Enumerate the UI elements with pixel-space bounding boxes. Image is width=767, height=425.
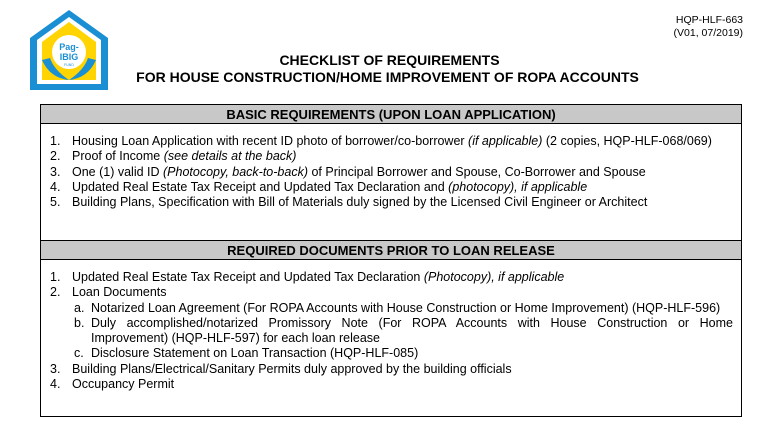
list-item (41, 362, 741, 377)
item-text: Proof of Income (72, 149, 164, 164)
section-heading-basic: BASIC REQUIREMENTS (UPON LOAN APPLICATION) (41, 105, 741, 124)
page-title-line2: FOR HOUSE CONSTRUCTION/HOME IMPROVEMENT OF ROPA ACCOUNTS (136, 69, 639, 85)
item-text: Updated Real Estate Tax Receipt and Updated Tax Declaration and (72, 179, 449, 194)
section-heading-release: REQUIRED DOCUMENTS PRIOR TO LOAN RELEASE (41, 240, 741, 260)
form-code: HQP-HLF-663 (675, 14, 743, 26)
item-number: 2. (50, 285, 61, 300)
list-item (41, 134, 741, 149)
subitem-letter: c. (74, 346, 84, 361)
list-item (41, 377, 741, 392)
requirements-table (40, 104, 742, 417)
item-text: (2 copies, HQP-HLF-068/069) (542, 134, 712, 148)
list-item (41, 285, 741, 300)
page-title-line1: CHECKLIST OF REQUIREMENTS (279, 52, 500, 68)
sub-list-item (41, 346, 741, 361)
sub-list-item (41, 316, 741, 347)
subitem-letter: b. (74, 315, 85, 330)
item-text-italic: (Photocopy), if applicable (423, 270, 565, 284)
item-number: 2. (50, 149, 61, 164)
list-item (41, 165, 741, 180)
item-number: 1. (50, 134, 61, 148)
item-text-italic: (photocopy), if applicable (448, 179, 588, 194)
list-item (41, 195, 741, 210)
subitem-text: Notarized Loan Agreement (For ROPA Accounts with House Construction or Home Improvement) (HQP-HLF-596) (91, 300, 721, 315)
subitem-letter: a. (74, 300, 85, 315)
item-text: Building Plans, Specification with Bill of Materials duly signed by the Licensed Civil Engineer or Architect (72, 195, 648, 210)
item-text: Loan Documents (72, 285, 167, 300)
logo-text-bottom: FUND (64, 63, 74, 67)
item-number: 5. (50, 195, 61, 210)
item-text: One (1) valid ID (72, 164, 164, 179)
item-text-italic: (see details at the back) (163, 149, 297, 164)
list-item (41, 180, 741, 195)
release-requirements-list (41, 270, 741, 392)
list-item (41, 270, 741, 285)
logo-text-mid: IBIG (59, 52, 79, 62)
item-number: 4. (50, 377, 61, 392)
subitem-text: Disclosure Statement on Loan Transaction (HQP-HLF-085) (91, 346, 419, 361)
item-text: Building Plans/Electrical/Sanitary Permits duly approved by the building officials (72, 361, 512, 376)
item-number: 3. (50, 164, 61, 179)
item-number: 4. (50, 179, 61, 194)
subitem-text: Duly accomplished/notarized Promissory Note (For ROPA Accounts with House Construction or Home Improvement) (HQP-HLF-597) for each loan release (91, 315, 733, 346)
item-text-italic: (Photocopy, back-to-back) (163, 164, 308, 179)
basic-requirements-list (41, 134, 741, 210)
item-text: Updated Real Estate Tax Receipt and Updated Tax Declaration (72, 270, 424, 284)
form-code-block (674, 14, 743, 40)
item-number: 3. (50, 361, 61, 376)
item-number: 1. (50, 270, 61, 284)
form-version: (V01, 07/2019) (673, 27, 743, 39)
list-item (41, 149, 741, 164)
item-text: of Principal Borrower and Spouse, Co-Borrower and Spouse (308, 164, 646, 179)
logo-text-top: Pag- (59, 42, 79, 52)
sub-list-item (41, 301, 741, 316)
item-text: Housing Loan Application with recent ID photo of borrower/co-borrower (72, 134, 469, 148)
item-text-italic: (if applicable) (468, 134, 543, 148)
item-text: Occupancy Permit (72, 377, 175, 392)
